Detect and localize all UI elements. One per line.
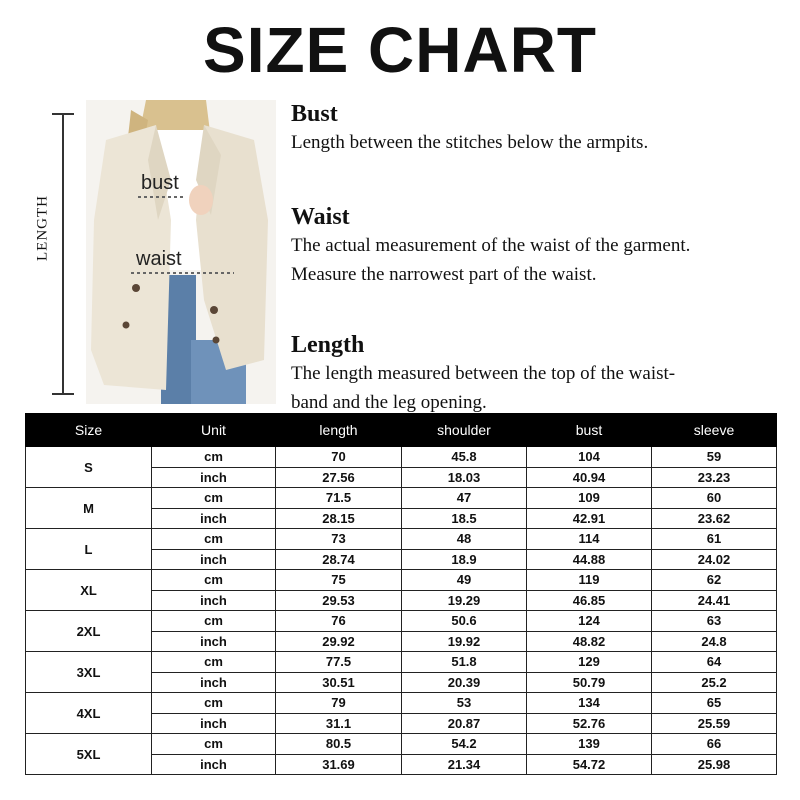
shoulder-cell: 48 [402, 529, 527, 550]
shoulder-cell: 45.8 [402, 447, 527, 468]
shoulder-cell: 18.9 [402, 549, 527, 570]
bust-cell: 114 [527, 529, 652, 550]
shoulder-cell: 47 [402, 488, 527, 509]
bust-cell: 129 [527, 652, 652, 673]
unit-cell: inch [152, 549, 276, 570]
table-row [26, 488, 777, 509]
waist-text-line-2: Measure the narrowest part of the waist. [291, 264, 597, 285]
table-row [26, 570, 777, 591]
bust-cell: 52.76 [527, 713, 652, 734]
size-cell: XL [26, 570, 152, 611]
length-cell: 31.69 [276, 754, 402, 775]
sleeve-cell: 59 [652, 447, 777, 468]
page-title: SIZE CHART [203, 14, 597, 86]
unit-cell: cm [152, 652, 276, 673]
bust-cell: 109 [527, 488, 652, 509]
sleeve-cell: 62 [652, 570, 777, 591]
sleeve-cell: 24.41 [652, 590, 777, 611]
table-row [26, 734, 777, 755]
shoulder-cell: 18.5 [402, 508, 527, 529]
bust-cell: 104 [527, 447, 652, 468]
bust-text: Length between the stitches below the armpits. [291, 132, 649, 153]
length-cell: 70 [276, 447, 402, 468]
length-cell: 79 [276, 693, 402, 714]
product-photo [86, 100, 276, 404]
unit-cell: inch [152, 754, 276, 775]
shoulder-cell: 19.29 [402, 590, 527, 611]
size-cell: S [26, 447, 152, 488]
waist-heading: Waist [291, 204, 350, 230]
sleeve-cell: 25.2 [652, 672, 777, 693]
length-cell: 27.56 [276, 467, 402, 488]
column-header-unit: Unit [152, 414, 276, 447]
size-cell: L [26, 529, 152, 570]
ruler-label: LENGTH [34, 195, 51, 261]
length-text-line-2: band and the leg opening. [291, 392, 487, 413]
unit-cell: cm [152, 570, 276, 591]
bust-cell: 42.91 [527, 508, 652, 529]
shoulder-cell: 53 [402, 693, 527, 714]
shoulder-cell: 20.87 [402, 713, 527, 734]
waist-label: waist [136, 248, 182, 270]
unit-cell: cm [152, 488, 276, 509]
unit-cell: inch [152, 672, 276, 693]
length-cell: 30.51 [276, 672, 402, 693]
bust-cell: 48.82 [527, 631, 652, 652]
ruler-line [62, 114, 64, 394]
shoulder-cell: 51.8 [402, 652, 527, 673]
length-cell: 77.5 [276, 652, 402, 673]
shoulder-cell: 18.03 [402, 467, 527, 488]
shoulder-cell: 49 [402, 570, 527, 591]
length-cell: 75 [276, 570, 402, 591]
length-cell: 80.5 [276, 734, 402, 755]
shoulder-cell: 50.6 [402, 611, 527, 632]
sleeve-cell: 61 [652, 529, 777, 550]
length-description [291, 331, 675, 417]
size-cell: M [26, 488, 152, 529]
length-cell: 28.74 [276, 549, 402, 570]
table-row [26, 611, 777, 632]
unit-cell: cm [152, 611, 276, 632]
table-row [26, 693, 777, 714]
table-header-row [26, 414, 777, 447]
unit-cell: inch [152, 508, 276, 529]
unit-cell: cm [152, 734, 276, 755]
length-cell: 29.53 [276, 590, 402, 611]
bust-cell: 119 [527, 570, 652, 591]
sleeve-cell: 24.8 [652, 631, 777, 652]
bust-cell: 139 [527, 734, 652, 755]
sleeve-cell: 65 [652, 693, 777, 714]
shoulder-cell: 21.34 [402, 754, 527, 775]
length-cell: 73 [276, 529, 402, 550]
bust-cell: 124 [527, 611, 652, 632]
shoulder-cell: 19.92 [402, 631, 527, 652]
table-row [26, 447, 777, 468]
bust-heading: Bust [291, 101, 338, 127]
unit-cell: inch [152, 713, 276, 734]
sleeve-cell: 66 [652, 734, 777, 755]
unit-cell: cm [152, 529, 276, 550]
size-cell: 2XL [26, 611, 152, 652]
unit-cell: cm [152, 693, 276, 714]
column-header-length: length [276, 414, 402, 447]
column-header-bust: bust [527, 414, 652, 447]
length-cell: 76 [276, 611, 402, 632]
bust-cell: 134 [527, 693, 652, 714]
bust-cell: 46.85 [527, 590, 652, 611]
length-text-line-1: The length measured between the top of the waist- [291, 363, 676, 384]
bust-cell: 54.72 [527, 754, 652, 775]
size-cell: 5XL [26, 734, 152, 775]
bust-label: bust [141, 172, 179, 194]
column-header-shoulder: shoulder [402, 414, 527, 447]
sleeve-cell: 64 [652, 652, 777, 673]
unit-cell: cm [152, 447, 276, 468]
length-cell: 31.1 [276, 713, 402, 734]
ruler-bottom-cap [52, 393, 74, 395]
waist-text-line-1: The actual measurement of the waist of the garment. [291, 235, 691, 256]
unit-cell: inch [152, 631, 276, 652]
bust-cell: 50.79 [527, 672, 652, 693]
table-body [26, 447, 777, 775]
unit-cell: inch [152, 590, 276, 611]
bust-description [291, 100, 648, 157]
size-cell: 3XL [26, 652, 152, 693]
shoulder-cell: 54.2 [402, 734, 527, 755]
column-header-size: Size [26, 414, 152, 447]
column-header-sleeve: sleeve [652, 414, 777, 447]
sleeve-cell: 24.02 [652, 549, 777, 570]
sleeve-cell: 25.98 [652, 754, 777, 775]
table-row [26, 529, 777, 550]
sleeve-cell: 25.59 [652, 713, 777, 734]
sleeve-cell: 23.23 [652, 467, 777, 488]
length-cell: 71.5 [276, 488, 402, 509]
sleeve-cell: 60 [652, 488, 777, 509]
waist-description [291, 203, 690, 289]
sleeve-cell: 63 [652, 611, 777, 632]
size-table [25, 413, 777, 775]
size-cell: 4XL [26, 693, 152, 734]
sleeve-cell: 23.62 [652, 508, 777, 529]
table-row [26, 652, 777, 673]
bust-cell: 44.88 [527, 549, 652, 570]
length-heading: Length [291, 332, 365, 358]
unit-cell: inch [152, 467, 276, 488]
length-cell: 29.92 [276, 631, 402, 652]
length-cell: 28.15 [276, 508, 402, 529]
bust-cell: 40.94 [527, 467, 652, 488]
shoulder-cell: 20.39 [402, 672, 527, 693]
